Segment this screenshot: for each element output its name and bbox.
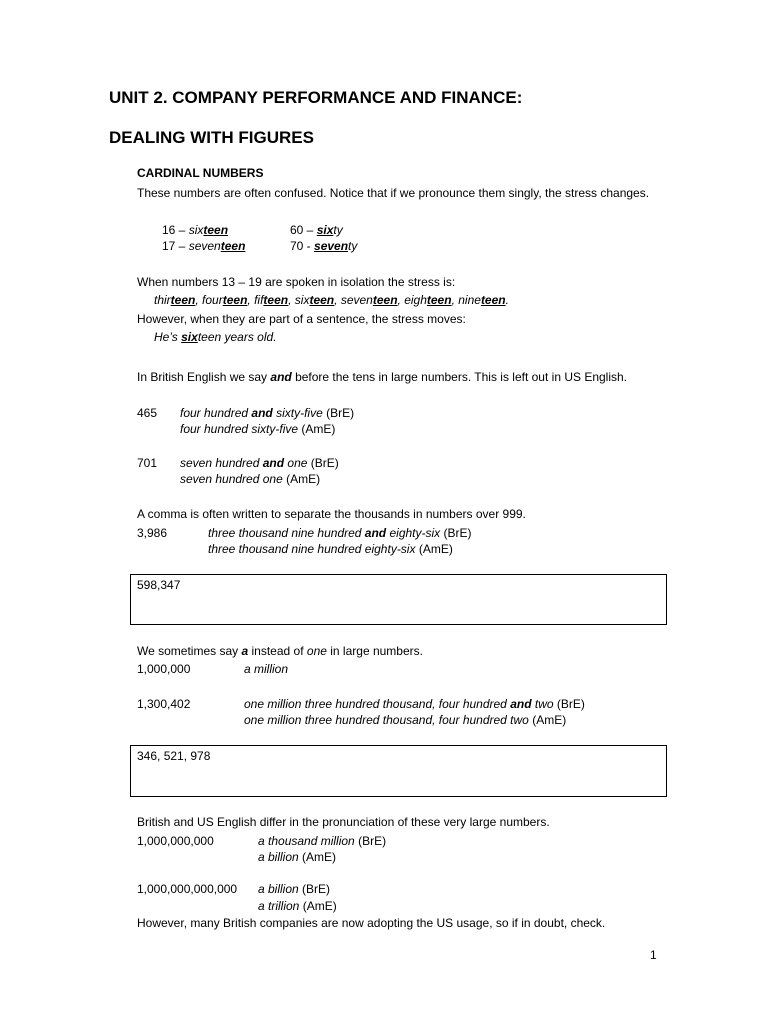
ex-3986-bre: three thousand nine hundred and eighty-six (BrE) (208, 526, 472, 540)
ex-701-number: 701 (137, 456, 158, 470)
cardinal-intro: These numbers are often confused. Notice that if we pronounce them singly, the stress changes. (137, 186, 650, 200)
ex-701-bre: seven hundred and one (BrE) (180, 456, 339, 470)
ex-1300402-ame: one million three hundred thousand, four hundred two (AmE) (244, 713, 567, 727)
large-intro: British and US English differ in the pronunciation of these very large numbers. (137, 815, 550, 829)
isolation-words: thirteen, fourteen, fifteen, sixteen, seventeen, eighteen, nineteen. (154, 293, 509, 307)
ex-million-number: 1,000,000 (137, 662, 191, 676)
ex-1300402-bre: one million three hundred thousand, four hundred and two (BrE) (244, 697, 585, 711)
section-title: DEALING WITH FIGURES (109, 128, 314, 147)
ex-billion-ame: a billion (AmE) (258, 850, 337, 864)
exercise-box-1-number: 598,347 (137, 578, 181, 592)
exercise-box-2 (130, 745, 667, 797)
ex-3986-number: 3,986 (137, 526, 168, 540)
sentence-example: He’s sixteen years old. (154, 330, 277, 344)
ex-3986-ame: three thousand nine hundred eighty-six (AmE) (208, 542, 453, 556)
ex-trillion-ame: a trillion (AmE) (258, 899, 337, 913)
pair-row-2-b: 70 - seventy (290, 239, 358, 253)
pair-row-1-b: 60 – sixty (290, 223, 343, 237)
ex-465-bre: four hundred and sixty-five (BrE) (180, 406, 355, 420)
ex-million-text: a million (244, 662, 289, 676)
isolation-intro: When numbers 13 – 19 are spoken in isolation the stress is: (137, 275, 456, 289)
ex-465-ame: four hundred sixty-five (AmE) (180, 422, 336, 436)
ex-billion-number: 1,000,000,000 (137, 834, 214, 848)
pair-row-2: 17 – seventeen (162, 239, 246, 253)
pair-row-1: 16 – sixteen (162, 223, 229, 237)
ex-1300402-number: 1,300,402 (137, 697, 191, 711)
ex-trillion-number: 1,000,000,000,000 (137, 882, 238, 896)
ex-trillion-bre: a billion (BrE) (258, 882, 331, 896)
exercise-box-2-number: 346, 521, 978 (137, 749, 211, 763)
comma-intro: A comma is often written to separate the thousands in numbers over 999. (137, 507, 526, 521)
closing-note: However, many British companies are now adopting the US usage, so if in doubt, check. (137, 916, 606, 930)
ex-701-ame: seven hundred one (AmE) (180, 472, 321, 486)
sentence-intro: However, when they are part of a sentence, the stress moves: (137, 312, 466, 326)
page-number: 1 (650, 948, 657, 962)
a-intro: We sometimes say a instead of one in large numbers. (137, 644, 423, 658)
exercise-box-1 (130, 574, 667, 625)
ex-billion-bre: a thousand million (BrE) (258, 834, 387, 848)
unit-title: UNIT 2. COMPANY PERFORMANCE AND FINANCE: (109, 88, 523, 107)
and-intro: In British English we say and before the tens in large numbers. This is left out in US English. (137, 370, 628, 384)
cardinal-heading: CARDINAL NUMBERS (137, 166, 264, 180)
ex-465-number: 465 (137, 406, 158, 420)
